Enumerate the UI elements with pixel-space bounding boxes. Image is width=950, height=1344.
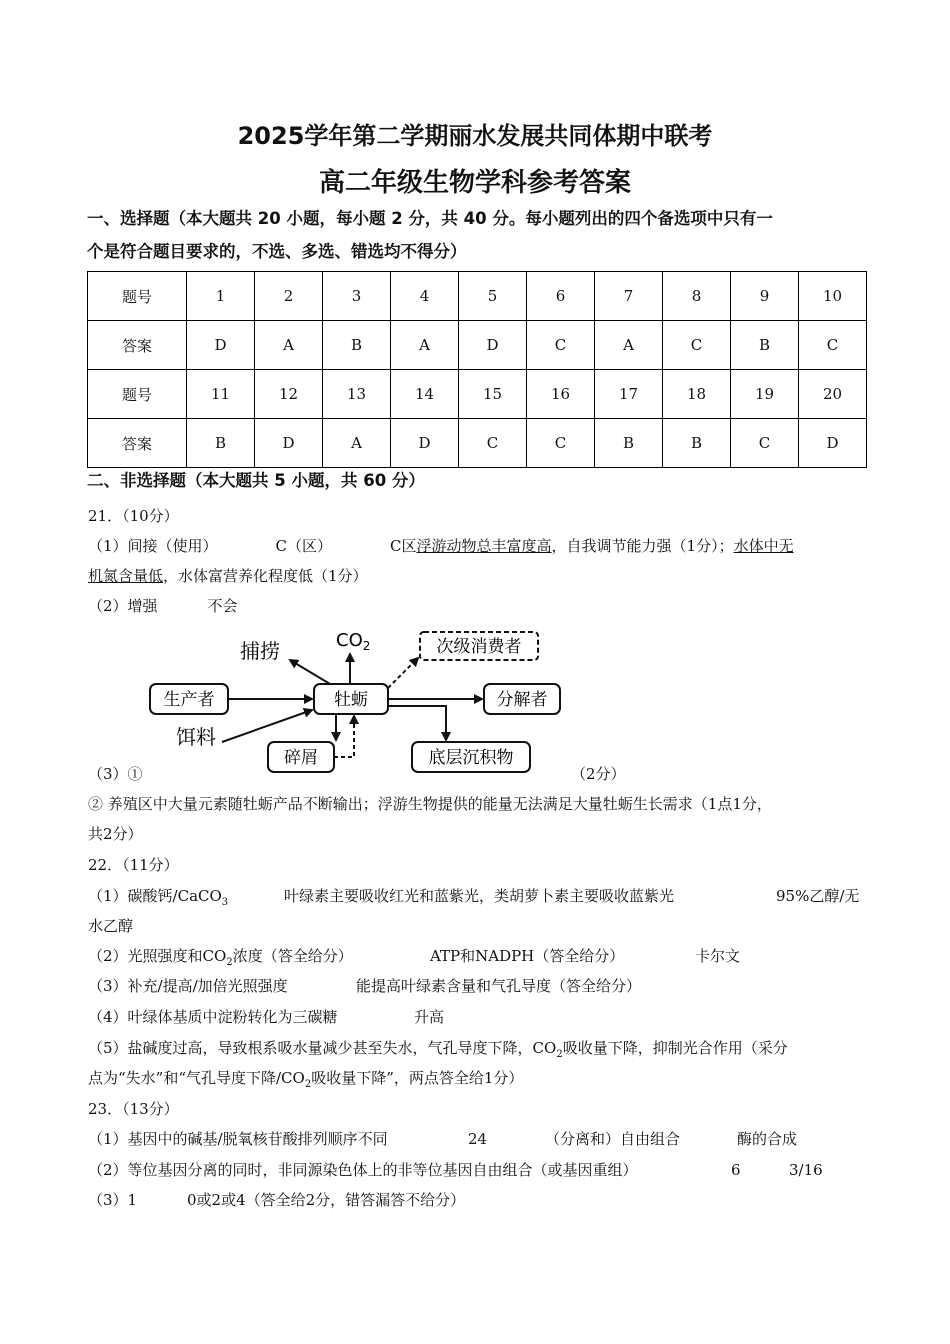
- answer-cell: C: [459, 419, 527, 468]
- q22-p2-d: 卡尔文: [695, 947, 741, 965]
- answer-cell: C: [731, 419, 799, 468]
- q22-p5-a: （5）盐碱度过高，导致根系吸水量减少甚至失水，气孔导度下降，CO: [88, 1039, 557, 1057]
- q23-p2-b: 6: [731, 1161, 741, 1179]
- q23-header: 23．（13分）: [88, 1100, 179, 1118]
- section1-heading-line1: 一、选择题（本大题共 20 小题，每小题 2 分，共 40 分。每小题列出的四个备选项中只有一: [87, 209, 773, 228]
- section1-heading-line2: 个是符合题目要求的，不选、多选、错选均不得分）: [87, 242, 467, 261]
- answer-cell: A: [255, 321, 323, 370]
- fishing-label: 捕捞: [240, 639, 280, 663]
- answer-cell: D: [459, 321, 527, 370]
- q21-p3-c: ② 养殖区中大量元素随牡蛎产品不断输出；浮游生物提供的能量无法满足大量牡蛎生长需求（1点1分，: [88, 795, 772, 813]
- arrow-oyster-fishing: [290, 660, 330, 684]
- q22-p2-a-text: （2）光照强度和CO: [88, 947, 227, 965]
- answer-cell: B: [663, 419, 731, 468]
- question-number: 1: [187, 272, 255, 321]
- answer-cell: C: [527, 419, 595, 468]
- question-number: 6: [527, 272, 595, 321]
- question-number: 17: [595, 370, 663, 419]
- q22-p2-a: [88, 946, 353, 973]
- question-number: 9: [731, 272, 799, 321]
- feed-label: 饵料: [176, 725, 216, 749]
- answer-cell: B: [187, 419, 255, 468]
- q22-p1-a-text: （1）碳酸钙/CaCO: [88, 887, 222, 905]
- q21-p1-d: 浮游动物总丰富度高: [416, 537, 552, 555]
- page-title: 2025学年第二学期丽水发展共同体期中联考: [237, 122, 713, 150]
- table-row: [88, 419, 867, 468]
- q22-p3-b: 能提高叶绿素含量和气孔导度（答全给分）: [356, 977, 642, 995]
- page-subtitle: 高二年级生物学科参考答案: [318, 168, 631, 198]
- q22-p5-line2: [88, 1068, 523, 1095]
- question-number: 4: [391, 272, 459, 321]
- q23-p3-b: 0或2或4（答全给2分，错答漏答不给分）: [187, 1191, 466, 1209]
- q21-p1-f: 水体中无: [733, 537, 794, 555]
- question-number: 19: [731, 370, 799, 419]
- producer-label: 生产者: [163, 690, 215, 710]
- q23-p1-b: 24: [468, 1130, 488, 1148]
- q22-p4-b: 升高: [414, 1008, 445, 1026]
- q22-p3-a: （3）补充/提高/加倍光照强度: [88, 977, 288, 995]
- question-number: 5: [459, 272, 527, 321]
- q23-p2-a: （2）等位基因分离的同时，非同源染色体上的非等位基因自由组合（或基因重组）: [88, 1161, 638, 1179]
- question-number: 20: [799, 370, 867, 419]
- arrow-oyster-sediment: [388, 706, 446, 740]
- answer-cell: D: [799, 419, 867, 468]
- q23-p3-a: （3）1: [88, 1191, 138, 1209]
- co2-text: CO: [336, 630, 363, 651]
- q23-p2-c: 3/16: [789, 1161, 823, 1179]
- debris-label: 碎屑: [284, 748, 318, 768]
- q21-p1-a: （1）间接（使用）: [88, 537, 218, 555]
- q21-p1-e: ，自我调节能力强（1分）；: [551, 537, 734, 555]
- answer-cell: D: [255, 419, 323, 468]
- q22-p2-b: 浓度（答全给分）: [232, 947, 353, 965]
- sediment-label: 底层沉积物: [428, 748, 514, 768]
- answer-cell: A: [323, 419, 391, 468]
- q22-p5-c: 点为“失水”和“气孔导度下降/CO: [88, 1069, 305, 1087]
- q21-p3-a: （3）①: [88, 765, 143, 783]
- question-number: 16: [527, 370, 595, 419]
- answer-cell: D: [187, 321, 255, 370]
- arrow-feed-oyster: [222, 710, 312, 742]
- q21-p1-g: 机氮含量低: [88, 567, 164, 585]
- row-label: 题号: [88, 272, 187, 321]
- q22-p2-sub: 2: [226, 957, 233, 968]
- q22-header: 22．（11分）: [88, 856, 179, 874]
- table-row: [88, 321, 867, 370]
- q22-p1-b: 叶绿素主要吸收红光和蓝紫光，类胡萝卜素主要吸收蓝紫光: [284, 887, 675, 905]
- answer-cell: C: [663, 321, 731, 370]
- q21-header: 21．（10分）: [88, 507, 179, 525]
- question-number: 11: [187, 370, 255, 419]
- q22-p1-d: 水乙醇: [88, 917, 134, 935]
- q22-p5-b: 吸收量下降，抑制光合作用（采分: [562, 1039, 788, 1057]
- q22-p5-sub: 2: [556, 1049, 563, 1060]
- q21-part1-line2: [88, 566, 368, 586]
- q22-p5-d: 吸收量下降”，两点答全给1分）: [311, 1069, 524, 1087]
- answer-table: [87, 271, 867, 468]
- q23-p1-c: （分离和）自由组合: [545, 1130, 681, 1148]
- oyster-label: 牡蛎: [334, 690, 368, 710]
- co2-subscript: 2: [362, 639, 371, 653]
- q22-p4-a: （4）叶绿体基质中淀粉转化为三碳糖: [88, 1008, 338, 1026]
- q22-p1-sub: 3: [221, 897, 229, 908]
- q22-p5-sub2: 2: [304, 1079, 312, 1090]
- answer-cell: B: [323, 321, 391, 370]
- co2-label: [336, 630, 370, 653]
- q22-p5-line1: [88, 1038, 788, 1065]
- answer-cell: B: [595, 419, 663, 468]
- q22-p2-c: ATP和NADPH（答全给分）: [430, 947, 625, 965]
- q21-p1-h: ，水体富营养化程度低（1分）: [163, 567, 368, 585]
- question-number: 18: [663, 370, 731, 419]
- q22-p1-a: [88, 886, 228, 913]
- answer-cell: C: [527, 321, 595, 370]
- q21-p1-c: C区: [390, 537, 417, 555]
- q21-p2-b: 不会: [207, 597, 238, 615]
- secondary-consumer-label: 次级消费者: [436, 637, 522, 657]
- question-number: 3: [323, 272, 391, 321]
- answer-cell: C: [799, 321, 867, 370]
- row-label: 题号: [88, 370, 187, 419]
- q21-p2-a: （2）增强: [88, 597, 158, 615]
- section2-heading: 二、非选择题（本大题共 5 小题，共 60 分）: [87, 471, 425, 490]
- answer-cell: D: [391, 419, 459, 468]
- question-number: 8: [663, 272, 731, 321]
- q21-part2: [88, 596, 238, 616]
- question-number: 12: [255, 370, 323, 419]
- table-row: [88, 272, 867, 321]
- q21-p3-b: （2分）: [571, 765, 626, 783]
- question-number: 7: [595, 272, 663, 321]
- q23-p1-a: （1）基因中的碱基/脱氧核苷酸排列顺序不同: [88, 1130, 388, 1148]
- arrow-oyster-secondary: [388, 658, 418, 688]
- row-label: 答案: [88, 419, 187, 468]
- answer-cell: A: [595, 321, 663, 370]
- q21-p1-b: C（区）: [275, 537, 333, 555]
- q21-p3-d: 共2分）: [88, 825, 143, 843]
- decomposer-label: 分解者: [496, 690, 548, 710]
- section1-heading: [87, 202, 867, 268]
- energy-flow-diagram: [140, 624, 580, 780]
- question-number: 13: [323, 370, 391, 419]
- answer-cell: B: [731, 321, 799, 370]
- question-number: 10: [799, 272, 867, 321]
- q22-p1-c: 95%乙醇/无: [776, 887, 860, 905]
- q23-p1-d: 酶的合成: [737, 1130, 798, 1148]
- answer-cell: A: [391, 321, 459, 370]
- row-label: 答案: [88, 321, 187, 370]
- question-number: 2: [255, 272, 323, 321]
- table-row: [88, 370, 867, 419]
- q21-part1-line1: [88, 536, 794, 556]
- question-number: 14: [391, 370, 459, 419]
- question-number: 15: [459, 370, 527, 419]
